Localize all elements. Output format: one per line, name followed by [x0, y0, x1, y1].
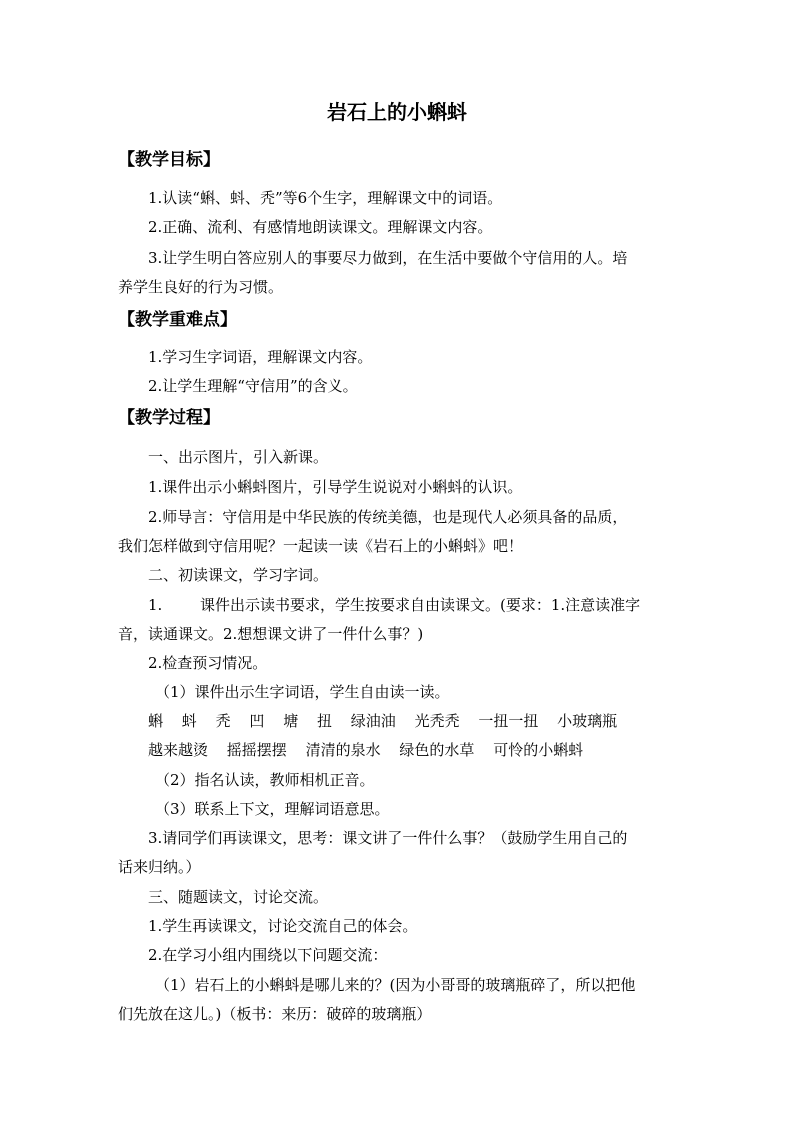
process-line: 一、出示图片，引入新课。 [148, 448, 329, 466]
vocab-word: 秃 [215, 712, 231, 730]
process-line: 3.请同学们再读课文，思考：课文讲了一件什么事？（鼓励学生用自己的 [148, 829, 628, 847]
process-line: （1）课件出示生字词语，学生自由读一读。 [155, 683, 450, 701]
objective-item-2: 2.正确、流利、有感情地朗读课文。理解课文内容。 [148, 218, 493, 236]
process-line: 三、随题读文，讨论交流。 [148, 888, 329, 906]
vocab-word: 越来越烫 [148, 741, 209, 759]
vocab-word: 摇摇摆摆 [226, 741, 287, 759]
vocab-word: 塘 [283, 712, 299, 730]
process-line: 我们怎样做到守信用呢？一起读一读《岩石上的小蝌蚪》吧！ [118, 537, 524, 555]
objective-item-3-cont: 养学生良好的行为习惯。 [118, 278, 284, 296]
process-line: （3）联系上下文，理解词语意思。 [155, 800, 390, 818]
process-line: 音，读通课文。2.想想课文讲了一件什么事？) [118, 625, 424, 643]
key-points-heading: 【教学重难点】 [118, 310, 237, 330]
process-line: 2.在学习小组内围绕以下问题交流： [148, 946, 388, 964]
objective-item-1: 1.认读“蝌、蚪、秃”等6个生字，理解课文中的词语。 [148, 189, 503, 207]
vocab-word: 绿色的水草 [399, 741, 475, 759]
process-heading: 【教学过程】 [118, 408, 220, 428]
process-line: 课件出示读书要求，学生按要求自由读课文。(要求：1.注意读准字 [200, 596, 641, 614]
vocab-word: 绿油油 [350, 712, 396, 730]
key-point-item-2: 2.让学生理解“守信用”的含义。 [148, 377, 358, 395]
vocab-word: 扭 [316, 712, 332, 730]
process-line-number: 1. [148, 596, 163, 614]
key-point-item-1: 1.学习生字词语，理解课文内容。 [148, 348, 373, 366]
process-line: （2）指名认读，教师相机正音。 [155, 771, 375, 789]
vocab-word: 可怜的小蝌蚪 [493, 741, 584, 759]
process-line: 1.学生再读课文，讨论交流自己的体会。 [148, 917, 418, 935]
vocab-word: 小玻璃瓶 [557, 712, 618, 730]
vocab-word: 蚪 [181, 712, 197, 730]
objective-item-3: 3.让学生明白答应别人的事要尽力做到，在生活中要做个守信用的人。培 [148, 249, 628, 267]
process-line: 2.师导言：守信用是中华民族的传统美德，也是现代人必须具备的品质， [148, 508, 628, 526]
vocab-row-2 [148, 739, 597, 761]
objectives-heading: 【教学目标】 [118, 150, 220, 170]
vocab-word: 一扭一扭 [478, 712, 539, 730]
vocab-row-1 [148, 710, 631, 732]
process-line: 们先放在这儿。)（板书：来历：破碎的玻璃瓶） [118, 1005, 432, 1023]
vocab-word: 凹 [249, 712, 265, 730]
vocab-word: 光秃秃 [414, 712, 460, 730]
process-line: 话来归纳。） [118, 858, 201, 876]
process-line: （1）岩石上的小蝌蚪是哪儿来的？(因为小哥哥的玻璃瓶碎了，所以把他 [155, 976, 636, 994]
process-line: 2.检查预习情况。 [148, 654, 268, 672]
process-line: 1.课件出示小蝌蚪图片，引导学生说说对小蝌蚪的认识。 [148, 478, 523, 496]
vocab-word: 蝌 [148, 712, 164, 730]
vocab-word: 清清的泉水 [305, 741, 381, 759]
process-line: 二、初读课文，学习字词。 [148, 566, 329, 584]
page-title: 岩石上的小蝌蚪 [327, 100, 467, 124]
